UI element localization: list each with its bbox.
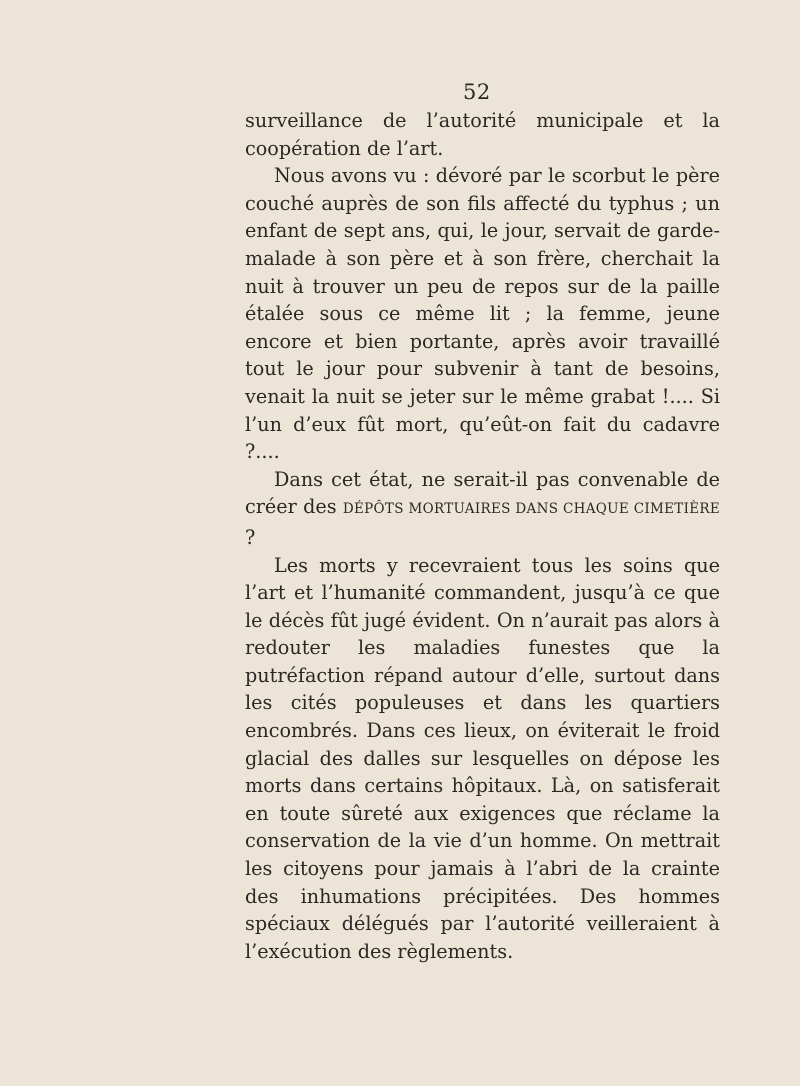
paragraph-3 bbox=[245, 466, 720, 552]
paragraph-3-lead: Dans cet état, ne serait-il pas convenable de créer des bbox=[245, 467, 720, 519]
body-text bbox=[245, 107, 720, 965]
page-number: 52 bbox=[463, 80, 491, 104]
paragraph-2: Nous avons vu : dévoré par le scorbut le père couché auprès de son fils affecté du typhus ; un enfant de sept ans, qui, le jour, servait de garde-malade à son père et à son frère, cherchait la nuit à trouver un peu de repos sur de la paille étalée sous ce même lit ; la femme, jeune encore et bien portante, après avoir travaillé tout le jour pour subvenir à tant de besoins, venait la nuit se jeter sur le même grabat !.... Si l’un d’eux fût mort, qu’eût-on fait du cadavre ?.... bbox=[245, 164, 720, 464]
paragraph-1: surveillance de l’autorité municipale et la coopération de l’art. bbox=[245, 109, 720, 160]
small-caps-emphasis: DÉPÔTS MORTUAIRES DANS CHAQUE CIMETIÈRE bbox=[342, 501, 721, 518]
paragraph-4: Les morts y recevraient tous les soins que l’art et l’humanité commandent, jusqu’à ce que le décès fût jugé évident. On n’aurait pas alors à redouter les maladies funestes que la putréfaction répand autour d’elle, surtout dans les cités populeuses et dans les quartiers encombrés. Dans ces lieux, on éviterait le froid glacial des dalles sur lesquelles on dépose les morts dans certains hôpitaux. Là, on satisferait en toute sûreté aux exigences que réclame la conservation de la vie d’un homme. On mettrait les citoyens pour jamais à l’abri de la crainte des inhumations précipitées. Des hommes spéciaux délégués par l’autorité veilleraient à l’exécution des règlements. bbox=[245, 553, 720, 963]
paragraph-3-end: ? bbox=[245, 525, 256, 549]
